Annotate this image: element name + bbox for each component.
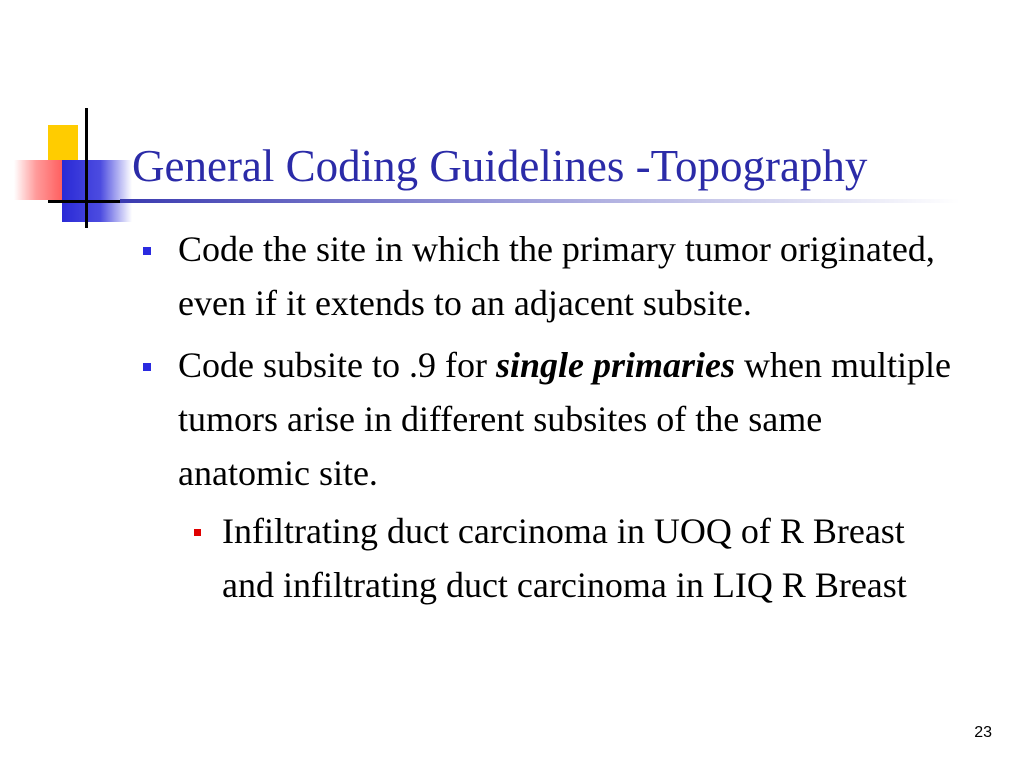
bullet-item bbox=[140, 338, 960, 500]
bullet-item bbox=[140, 222, 960, 330]
vertical-line bbox=[85, 108, 88, 228]
title-underline bbox=[120, 199, 960, 203]
sub-bullet-text: Infiltrating duct carcinoma in UOQ of R Breast and infiltrating duct carcinoma in LIQ R Breast bbox=[222, 511, 907, 605]
bullet-emphasis: single primaries bbox=[495, 345, 736, 385]
bullet-text-after: when multiple tumors arise in different subsites of the same anatomic site. bbox=[178, 345, 951, 493]
square-bullet-icon bbox=[143, 247, 151, 255]
bullet-text: Code the site in which the primary tumor originated, even if it extends to an adjacent subsite. bbox=[178, 229, 935, 323]
slide-body bbox=[140, 222, 960, 612]
square-bullet-icon bbox=[143, 363, 151, 371]
blue-square bbox=[62, 160, 132, 222]
square-sub-bullet-icon bbox=[194, 529, 201, 536]
slide-title: General Coding Guidelines -Topography bbox=[132, 141, 868, 191]
slide-number: 23 bbox=[974, 724, 992, 741]
sub-bullet-item bbox=[140, 504, 960, 612]
bullet-text-before: Code subsite to .9 for bbox=[178, 345, 496, 385]
